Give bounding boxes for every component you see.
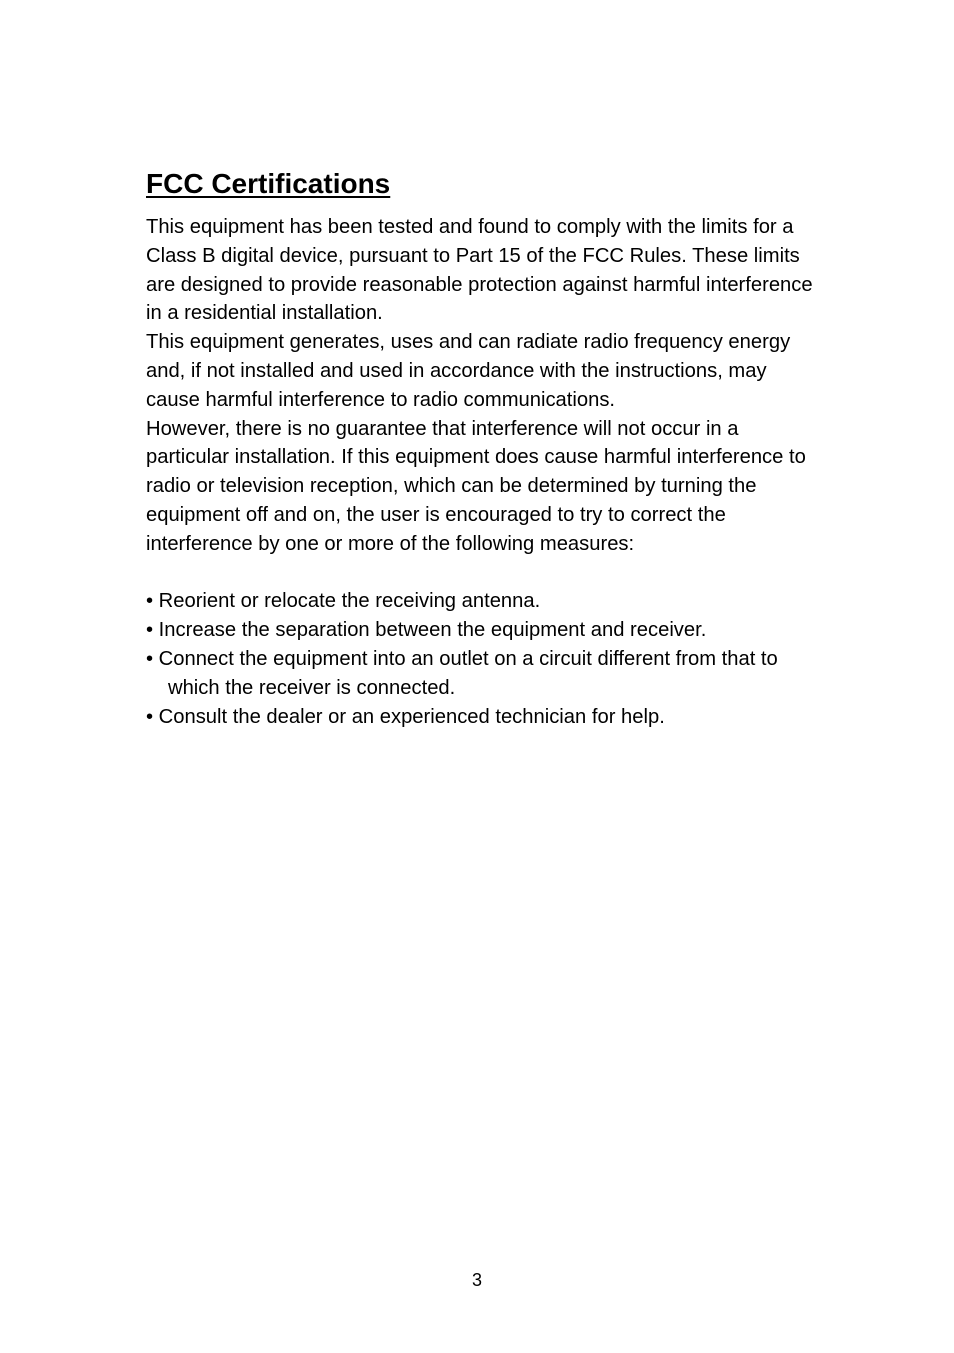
paragraph-line: and, if not installed and used in accordance with the instructions, may <box>146 359 767 382</box>
paragraph-no-guarantee <box>146 415 906 559</box>
list-item <box>146 587 906 616</box>
paragraph-line: Class B digital device, pursuant to Part 15 of the FCC Rules. These limits <box>146 244 800 267</box>
paragraph-line: However, there is no guarantee that interference will not occur in a <box>146 417 739 440</box>
paragraph-line: are designed to provide reasonable protection against harmful interference <box>146 273 813 296</box>
paragraph-line: particular installation. If this equipment does cause harmful interference to <box>146 446 806 469</box>
list-item-text: • Increase the separation between the equipment and receiver. <box>146 619 707 642</box>
paragraph-line: equipment off and on, the user is encouraged to try to correct the <box>146 503 726 526</box>
list-item <box>146 616 906 645</box>
measures-list <box>146 587 906 731</box>
list-item-text: • Consult the dealer or an experienced technician for help. <box>146 705 665 728</box>
paragraph-line: This equipment generates, uses and can radiate radio frequency energy <box>146 331 791 354</box>
page-title: FCC Certifications <box>146 168 391 199</box>
paragraph-spacer <box>146 559 906 588</box>
paragraph-line: cause harmful interference to radio communications. <box>146 388 616 411</box>
list-item <box>146 703 906 732</box>
list-item-text: • Reorient or relocate the receiving antenna. <box>146 590 541 613</box>
page-number: 3 <box>471 1270 482 1290</box>
list-item <box>146 645 906 703</box>
paragraph-line: in a residential installation. <box>146 302 383 325</box>
paragraph-line: interference by one or more of the following measures: <box>146 532 635 555</box>
list-item-text: • Connect the equipment into an outlet on a circuit different from that to <box>146 647 778 670</box>
document-content <box>146 166 906 731</box>
paragraph-line: radio or television reception, which can be determined by turning the <box>146 475 757 498</box>
paragraph-line: This equipment has been tested and found to comply with the limits for a <box>146 216 794 238</box>
list-item-continuation: which the receiver is connected. <box>168 676 456 699</box>
paragraph-radio-energy <box>146 328 906 414</box>
paragraph-compliance <box>146 213 906 328</box>
